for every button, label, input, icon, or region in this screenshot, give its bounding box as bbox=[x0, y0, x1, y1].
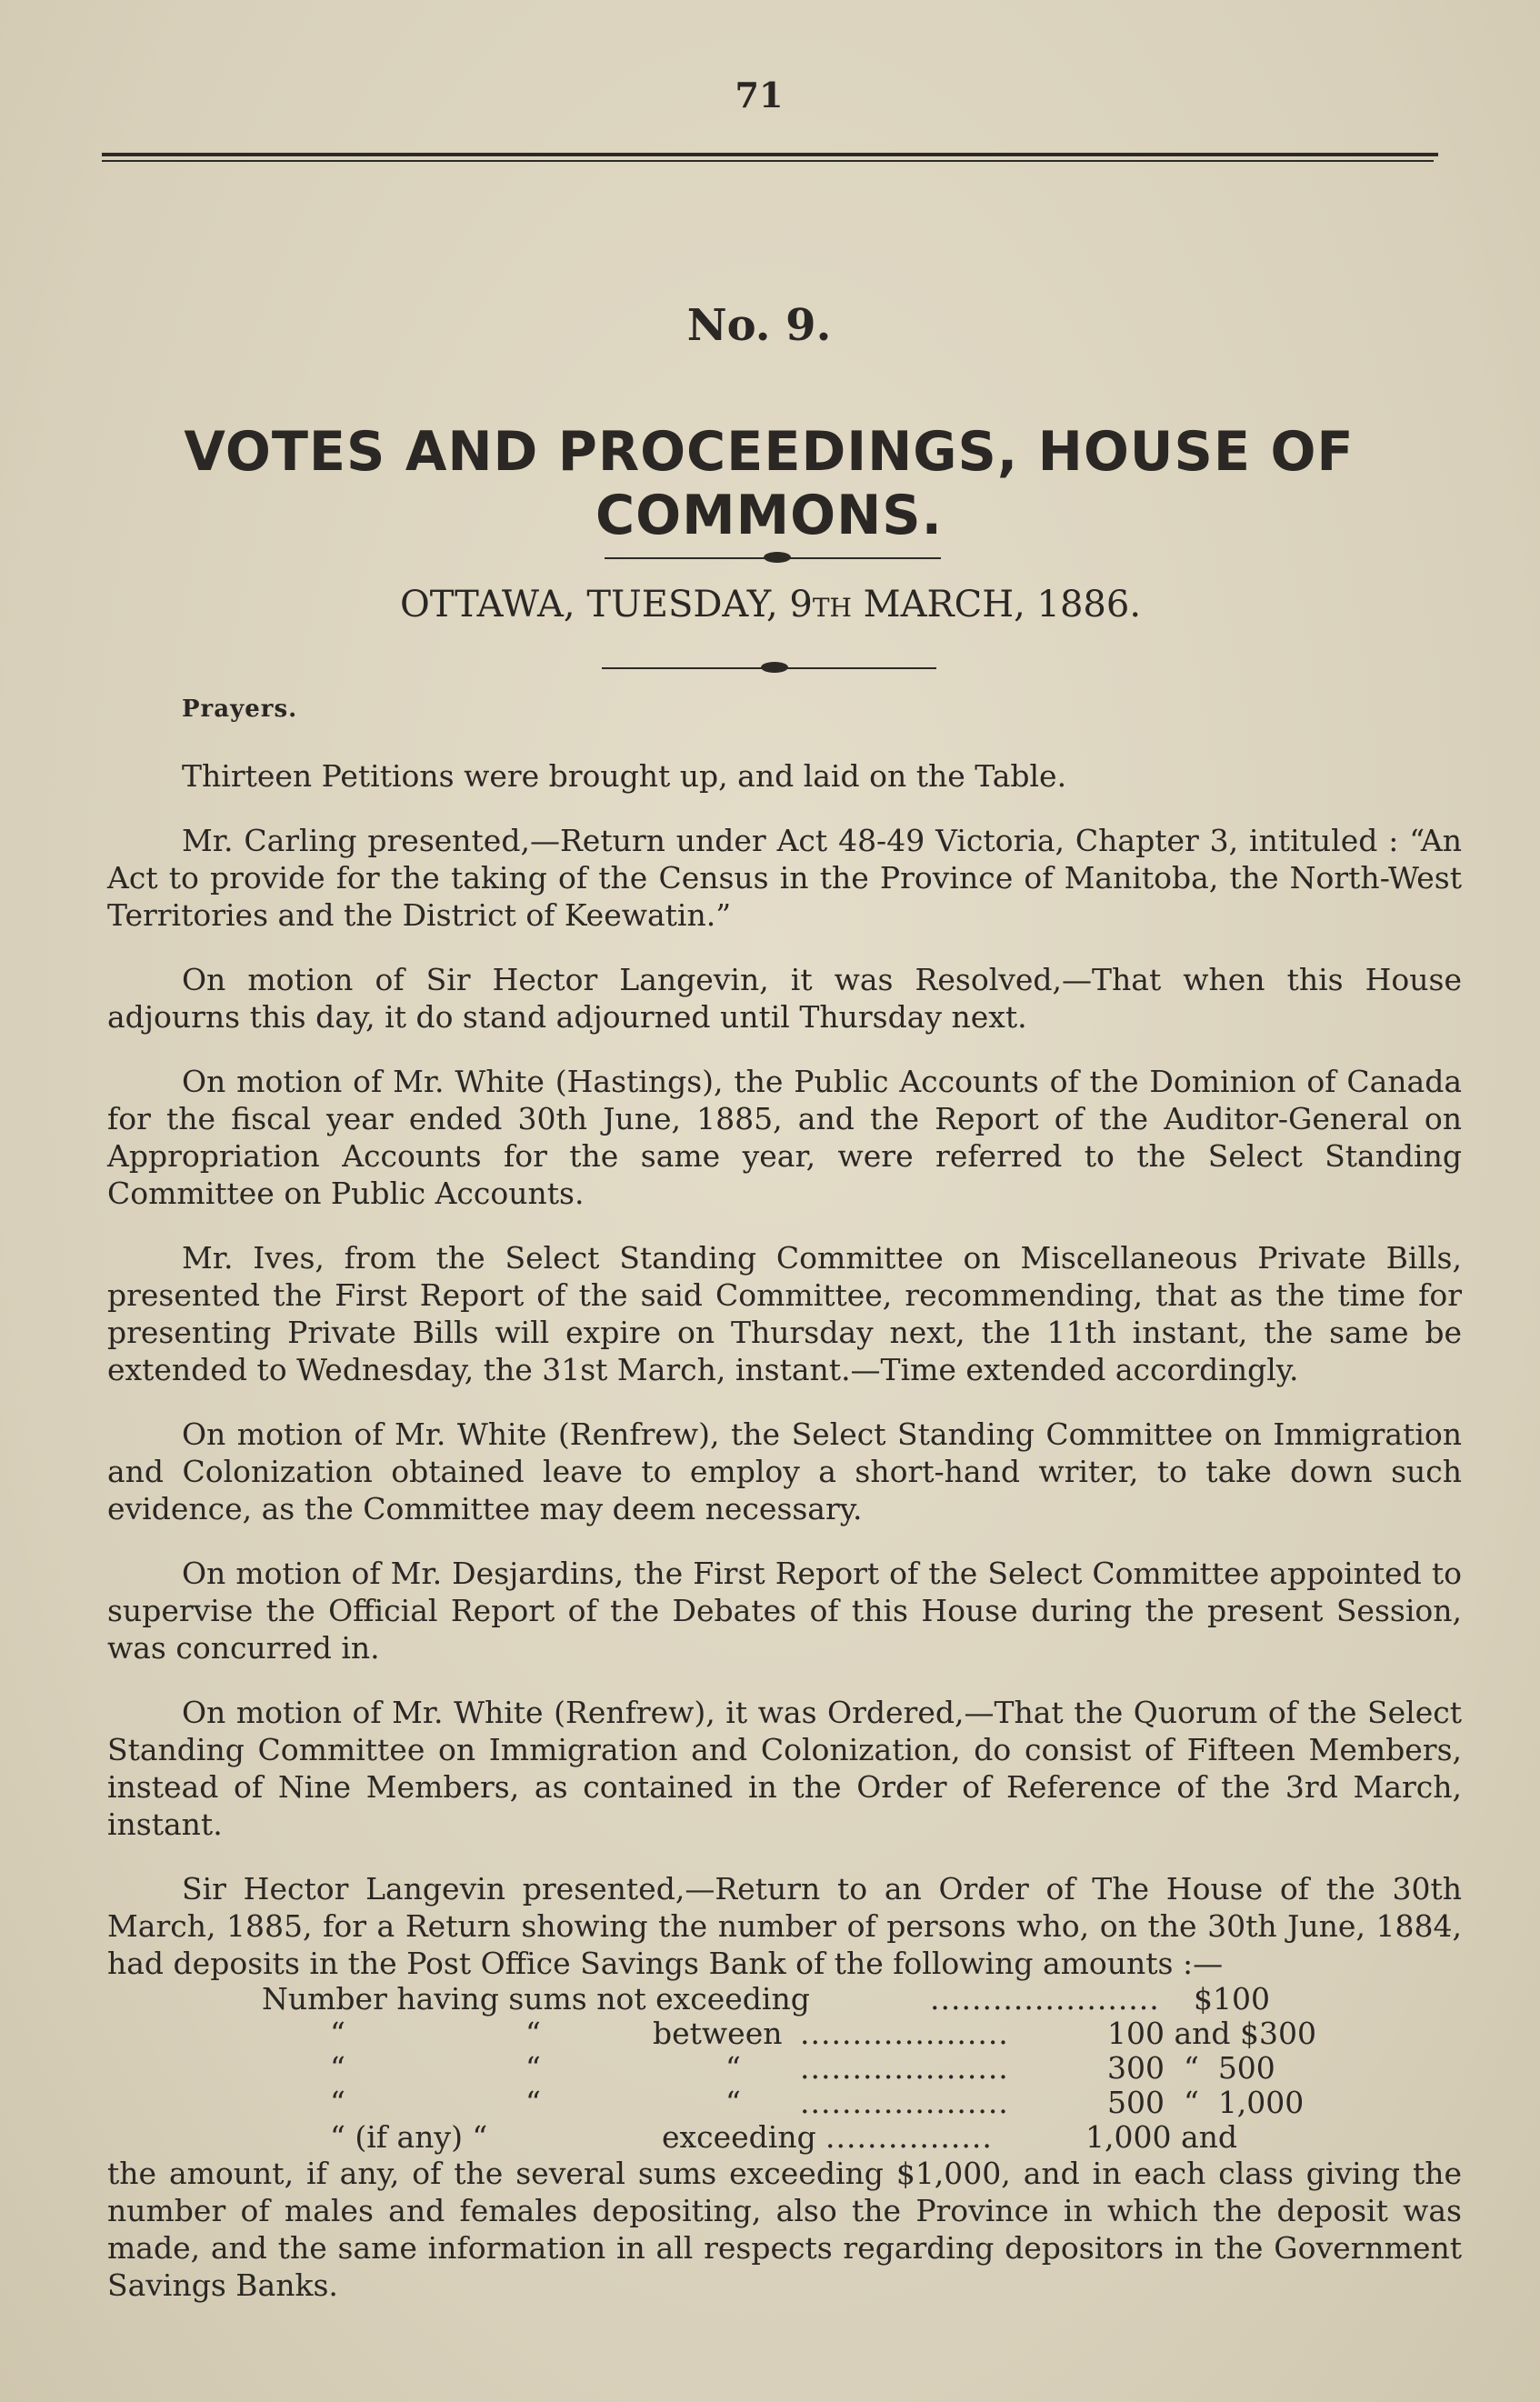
header-rule-thin bbox=[102, 160, 1434, 162]
row-amount: 1,000 and bbox=[1085, 2119, 1238, 2155]
ditto-mark: “ bbox=[525, 2050, 541, 2086]
row-leader: .................... bbox=[800, 2050, 1009, 2086]
document-number: No. 9. bbox=[686, 300, 832, 351]
row-leader: .................... bbox=[800, 2085, 1009, 2120]
page-number: 71 bbox=[735, 75, 784, 115]
row-term: between bbox=[653, 2016, 783, 2051]
ditto-mark: “ bbox=[525, 2016, 541, 2051]
paragraph: On motion of Sir Hector Langevin, it was Resolved,—That when this House adjourns this day, it do stand adjourned until Thursday next. bbox=[107, 962, 1462, 1035]
row-amount: 300 “ 500 bbox=[1107, 2050, 1275, 2086]
paragraph: On motion of Mr. White (Hastings), the Public Accounts of the Dominion of Canada for the fiscal year ended 30th June, 1885, and the Report of the Auditor-General on Appropriation Accounts for the same year, were referred to the Select Standing Committee on Public Accounts. bbox=[107, 1064, 1462, 1211]
ditto-mark: “ bbox=[330, 2085, 345, 2120]
table-row bbox=[107, 2086, 1462, 2120]
document-title: VOTES AND PROCEEDINGS, HOUSE OF COMMONS. bbox=[184, 420, 1355, 547]
dateline bbox=[0, 584, 1540, 626]
table-row bbox=[107, 2051, 1462, 2086]
dateline-rest: MARCH, 1886. bbox=[851, 584, 1142, 626]
table-row bbox=[107, 2120, 1462, 2155]
ditto-mark: “ bbox=[330, 2050, 345, 2086]
ornament-divider bbox=[602, 659, 936, 677]
ditto-mark: “ bbox=[330, 2016, 345, 2051]
paragraph: Mr. Ives, from the Select Standing Committee on Miscellaneous Private Bills, presented the First Report of the said Committee, recommending, that as the time for presenting Private Bills will expire on Thursday next, the 11th instant, the same be extended to Wednesday, the 31st March, instant.—Time extended accordingly. bbox=[107, 1240, 1462, 1387]
row-label: Number having sums not exceeding bbox=[262, 1981, 810, 2017]
prayers-heading: Prayers. bbox=[182, 696, 298, 723]
row-amount: $100 bbox=[1194, 1981, 1270, 2017]
ditto-mark: “ bbox=[725, 2050, 741, 2086]
row-leader: ................ bbox=[825, 2119, 993, 2155]
ditto-mark: “ bbox=[525, 2085, 541, 2120]
dateline-suffix: TH bbox=[812, 593, 852, 623]
table-row bbox=[107, 1982, 1462, 2017]
closing-paragraph: the amount, if any, of the several sums exceeding $1,000, and in each class giving the number of males and females depositing, also the Province in which the deposit was made, and the same information in all respects regarding depositors in the Government Savings Banks. bbox=[107, 2156, 1462, 2303]
row-leader: ...................... bbox=[930, 1981, 1160, 2017]
paragraph: Thirteen Petitions were brought up, and laid on the Table. bbox=[182, 758, 1067, 794]
ditto-mark: “ bbox=[725, 2085, 741, 2120]
row-leader: .................... bbox=[800, 2016, 1009, 2051]
amounts-table bbox=[107, 1982, 1462, 2155]
row-amount: 500 “ 1,000 bbox=[1107, 2085, 1305, 2120]
row-amount: 100 and $300 bbox=[1107, 2016, 1317, 2051]
ornament-divider bbox=[605, 549, 941, 567]
paragraph: Mr. Carling presented,—Return under Act 48-49 Victoria, Chapter 3, intituled : “An Act to provide for the taking of the Census in the Province of Manitoba, the North-West Territories and the District of Keewatin.” bbox=[107, 823, 1462, 933]
ditto-mark: “ (if any) “ bbox=[330, 2119, 488, 2155]
paragraph: Sir Hector Langevin presented,—Return to an Order of The House of the 30th March, 1885, for a Return showing the number of persons who, on the 30th June, 1884, had deposits in the Post Office Savings Bank of the following amounts :— bbox=[107, 1871, 1462, 1981]
row-term: exceeding bbox=[662, 2119, 816, 2155]
paragraph: On motion of Mr. Desjardins, the First Report of the Select Committee appointed to supervise the Official Report of the Debates of this House during the present Session, was concurred in. bbox=[107, 1556, 1462, 1666]
table-row bbox=[107, 2017, 1462, 2051]
proceedings-body bbox=[107, 757, 1462, 2331]
header-rule bbox=[102, 153, 1438, 156]
dateline-main: OTTAWA, TUESDAY, 9 bbox=[399, 584, 813, 626]
paragraph: On motion of Mr. White (Renfrew), the Select Standing Committee on Immigration and Colonization obtained leave to employ a short-hand writer, to take down such evidence, as the Committee may deem necessary. bbox=[107, 1416, 1462, 1526]
paragraph: On motion of Mr. White (Renfrew), it was Ordered,—That the Quorum of the Select Standing Committee on Immigration and Colonization, do consist of Fifteen Members, instead of Nine Members, as contained in the Order of Reference of the 3rd March, instant. bbox=[107, 1695, 1462, 1842]
